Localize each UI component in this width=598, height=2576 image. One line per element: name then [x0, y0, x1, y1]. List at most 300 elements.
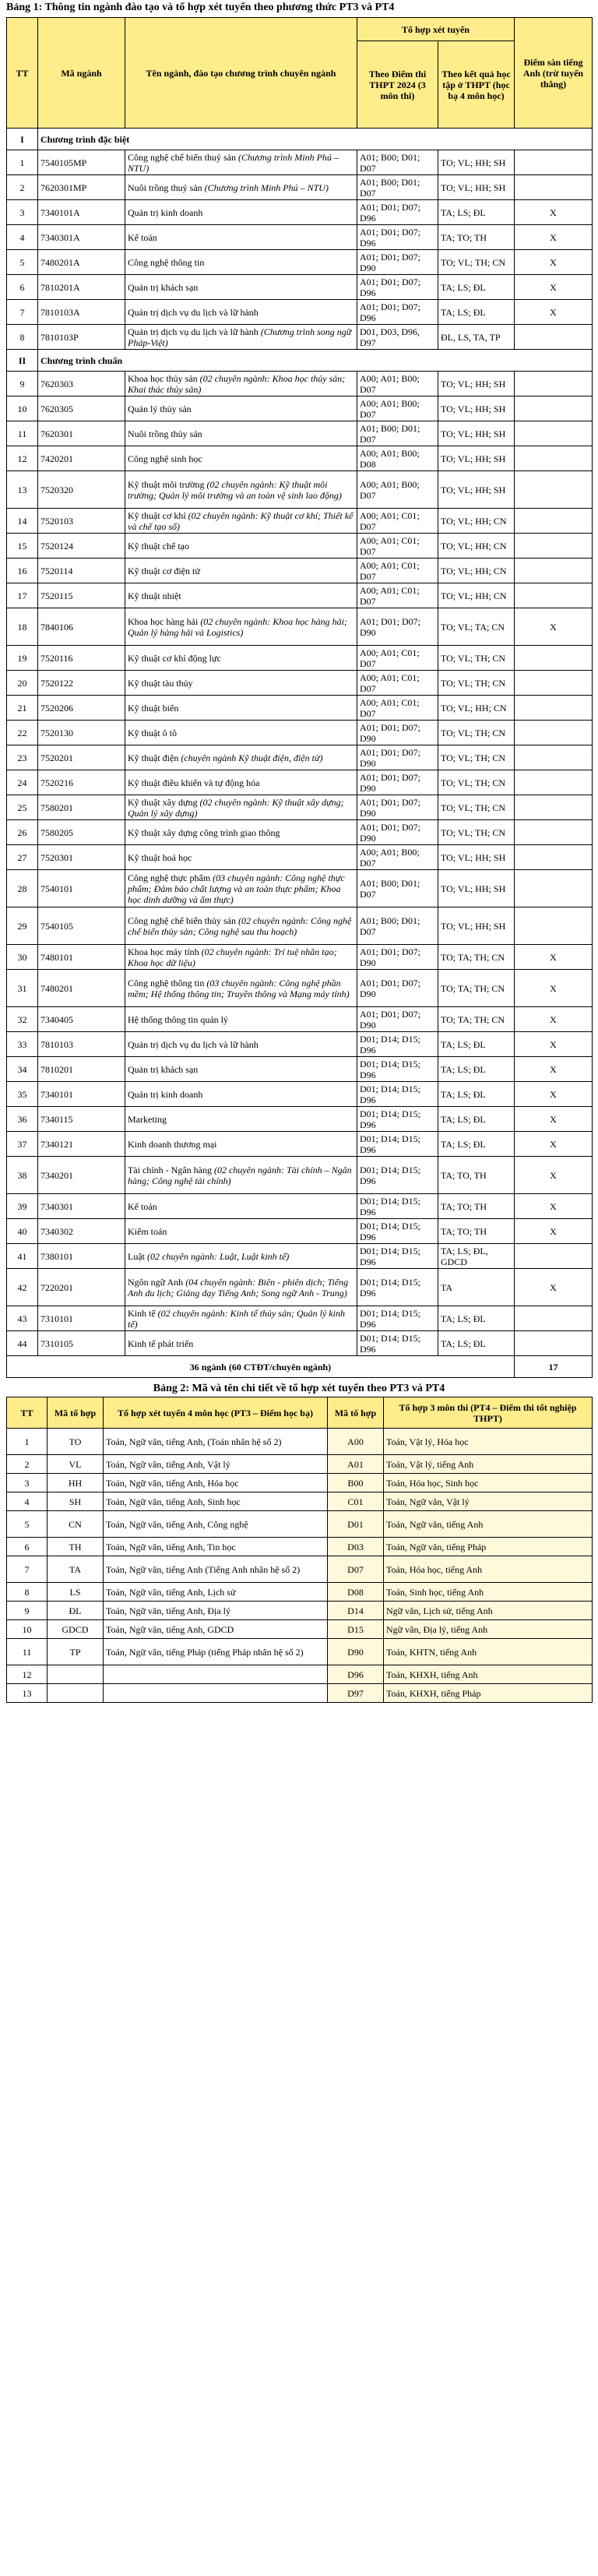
row-pt3: A01; D01; D07; D90 [357, 745, 438, 770]
table-row [7, 583, 593, 608]
row-tt: 41 [7, 1244, 38, 1269]
row-pt3: D01; D14; D15; D96 [357, 1219, 438, 1244]
row-diem-san [515, 770, 593, 795]
row-pt4: TO; VL; HH; SH [438, 421, 515, 446]
row-ten-nganh [125, 300, 357, 325]
row-ma-nganh: 7810201A [38, 275, 125, 300]
row-tt: 8 [7, 325, 38, 350]
table-row [7, 372, 593, 396]
row-ma-to-hop-2: D15 [328, 1620, 384, 1639]
row-ma-to-hop-2: A01 [328, 1455, 384, 1474]
row-pt4: TO; VL; TH; CN [438, 671, 515, 696]
program-note: (02 chuyên ngành: Luật, Luật kinh tế) [147, 1250, 290, 1262]
row-ma-nganh: 7380101 [38, 1244, 125, 1269]
row-tt: 2 [7, 175, 38, 200]
row-pt3: A01; D01; D07; D90 [357, 608, 438, 646]
table-row [7, 1602, 593, 1620]
row-ma-nganh: 7340101 [38, 1082, 125, 1107]
row-ma-to-hop-2: D07 [328, 1556, 384, 1583]
row-pt4: TO; TA; TH; CN [438, 970, 515, 1007]
table-row [7, 1583, 593, 1602]
table1-body [7, 129, 593, 1378]
section-title: Chương trình chuẩn [38, 350, 593, 372]
program-note: (02 chuyên ngành: Kinh tế thủy sản; Quản lý kinh tế) [128, 1307, 345, 1330]
table-row [7, 1620, 593, 1639]
row-ten-nganh [125, 1194, 357, 1219]
row-pt4: TO; VL; HH; SH [438, 396, 515, 421]
program-name: Ngôn ngữ Anh [128, 1276, 184, 1288]
row-pt4: TA; TO, TH [438, 1157, 515, 1194]
table-row [7, 396, 593, 421]
section-title: Chương trình đặc biệt [38, 129, 593, 150]
row-diem-san [515, 671, 593, 696]
row-pt4: TO; VL; TH; CN [438, 745, 515, 770]
row-diem-san [515, 150, 593, 175]
row-ma-nganh: 7340405 [38, 1007, 125, 1032]
row-ma-nganh: 7340115 [38, 1107, 125, 1132]
row-ten-nganh [125, 534, 357, 559]
row-tt: 40 [7, 1219, 38, 1244]
row-ma-nganh: 7540101 [38, 870, 125, 907]
row-pt3-subjects: Toán, Ngữ văn, tiếng Anh, Lịch sử [104, 1583, 328, 1602]
program-name: Kế toán [128, 231, 157, 243]
table-row [7, 696, 593, 721]
row-ten-nganh [125, 559, 357, 583]
table-row [7, 300, 593, 325]
program-note: (Chương trình song ngữ Pháp-Việt) [128, 326, 352, 348]
row-tt: 21 [7, 696, 38, 721]
row-pt4: TO; VL; HH; SH [438, 907, 515, 945]
program-name: Kỹ thuật ô tô [128, 727, 177, 738]
table-row [7, 907, 593, 945]
header-tt: TT [7, 1397, 47, 1429]
table2 [6, 1397, 593, 1703]
table-row [7, 1219, 593, 1244]
table-row [7, 1244, 593, 1269]
row-pt3: A01; B00; D01; D07 [357, 175, 438, 200]
row-pt3-subjects: Toán, Ngữ văn, tiếng Anh, Công nghệ [104, 1511, 328, 1538]
row-ten-nganh [125, 671, 357, 696]
row-diem-san: X [515, 200, 593, 225]
row-pt3: A00; A01; C01; D07 [357, 696, 438, 721]
table1 [6, 17, 593, 1378]
program-note: (02 chuyên ngành: Khoa học hàng hải; Quản lý hàng hải và Logistics) [128, 615, 347, 638]
row-pt4: TA; LS; ĐL [438, 200, 515, 225]
program-name: Kỹ thuật chế tạo [128, 540, 189, 551]
row-diem-san [515, 396, 593, 421]
row-diem-san: X [515, 250, 593, 275]
section-row [7, 129, 593, 150]
row-diem-san [515, 870, 593, 907]
row-pt4: TO; VL; HH; CN [438, 559, 515, 583]
program-name: Công nghệ chế biến thuỷ sản [128, 151, 236, 163]
row-diem-san [515, 745, 593, 770]
row-ten-nganh [125, 907, 357, 945]
program-note: (Chương trình Minh Phú – NTU) [128, 151, 339, 174]
row-tt: 2 [7, 1455, 47, 1474]
program-name: Quản trị dịch vụ du lịch và lữ hành [128, 326, 259, 337]
row-tt: 1 [7, 150, 38, 175]
row-ma-nganh: 7520103 [38, 509, 125, 534]
section-number: II [7, 350, 38, 372]
row-ten-nganh [125, 1057, 357, 1082]
program-name: Kế toán [128, 1200, 157, 1212]
total-row [7, 1356, 593, 1378]
row-pt3: A00; A01; C01; D07 [357, 671, 438, 696]
row-pt4: ĐL, LS, TA, TP [438, 325, 515, 350]
table-row [7, 325, 593, 350]
row-pt4: TO; VL; HH; SH [438, 870, 515, 907]
row-tt: 37 [7, 1132, 38, 1157]
row-tt: 10 [7, 396, 38, 421]
row-pt4: TO; VL; HH; CN [438, 509, 515, 534]
table-row [7, 1556, 593, 1583]
row-pt4: TA; LS; ĐL [438, 1306, 515, 1331]
header-pt3: Tổ hợp xét tuyển 4 môn học (PT3 – Điểm học bạ) [104, 1397, 328, 1429]
row-ten-nganh [125, 1244, 357, 1269]
row-diem-san [515, 1331, 593, 1356]
row-ma-nganh: 7810103 [38, 1032, 125, 1057]
row-ma-nganh: 7340301 [38, 1194, 125, 1219]
table-row [7, 1057, 593, 1082]
row-pt3: A01; D01; D07; D90 [357, 945, 438, 970]
row-tt: 28 [7, 870, 38, 907]
table-row [7, 671, 593, 696]
row-diem-san: X [515, 1057, 593, 1082]
row-tt: 29 [7, 907, 38, 945]
program-name: Kỹ thuật xây dựng công trình giao thông [128, 826, 280, 838]
row-ma-to-hop: LS [47, 1583, 104, 1602]
program-name: Quản trị kinh doanh [128, 206, 203, 218]
program-name: Kỹ thuật cơ điện tử [128, 565, 200, 576]
row-tt: 27 [7, 845, 38, 870]
row-diem-san: X [515, 1269, 593, 1306]
table-row [7, 721, 593, 745]
table-row [7, 945, 593, 970]
program-name: Kinh tế phát triển [128, 1337, 194, 1349]
program-name: Kiểm toán [128, 1225, 167, 1237]
row-diem-san [515, 845, 593, 870]
program-name: Khoa học máy tính [128, 946, 199, 957]
row-tt: 42 [7, 1269, 38, 1306]
row-ten-nganh [125, 446, 357, 471]
row-ma-nganh: 7520115 [38, 583, 125, 608]
row-diem-san [515, 534, 593, 559]
program-name: Công nghệ chế biến thủy sản [128, 914, 236, 926]
table-row [7, 1429, 593, 1455]
row-ten-nganh [125, 696, 357, 721]
row-ma-nganh: 7340121 [38, 1132, 125, 1157]
row-pt4-subjects: Toán, Hóa học, Sinh học [384, 1474, 593, 1492]
program-name: Công nghệ sinh học [128, 453, 202, 464]
row-ma-nganh: 7840106 [38, 608, 125, 646]
row-diem-san [515, 721, 593, 745]
row-diem-san: X [515, 608, 593, 646]
row-ten-nganh [125, 250, 357, 275]
row-pt4: TO; VL; HH; CN [438, 583, 515, 608]
row-tt: 26 [7, 820, 38, 845]
table-row [7, 1194, 593, 1219]
program-name: Kỹ thuật cơ khí động lực [128, 652, 221, 664]
table-row [7, 1511, 593, 1538]
row-pt3: A01; D01; D07; D96 [357, 200, 438, 225]
row-ma-to-hop-2: D01 [328, 1511, 384, 1538]
table-row [7, 1665, 593, 1684]
row-tt: 18 [7, 608, 38, 646]
row-pt4: TO; VL; HH; SH [438, 446, 515, 471]
row-ten-nganh [125, 870, 357, 907]
row-ma-to-hop [47, 1684, 104, 1703]
row-ma-nganh: 7420201 [38, 446, 125, 471]
row-diem-san [515, 446, 593, 471]
row-ten-nganh [125, 820, 357, 845]
row-pt4: TA; LS; ĐL [438, 1082, 515, 1107]
row-ma-to-hop-2: D96 [328, 1665, 384, 1684]
program-note: (02 chuyên ngành: Kỹ thuật môi trường; Quản lý môi trường và an toàn vệ sinh lao động) [128, 478, 342, 501]
row-pt4: TA; LS; ĐL [438, 300, 515, 325]
row-ten-nganh [125, 970, 357, 1007]
table-row [7, 1007, 593, 1032]
row-pt3: D01; D14; D15; D96 [357, 1032, 438, 1057]
row-ma-to-hop: SH [47, 1492, 104, 1511]
table-row [7, 1474, 593, 1492]
row-pt3: A00; A01; C01; D07 [357, 583, 438, 608]
row-ma-nganh: 7480101 [38, 945, 125, 970]
row-pt4: TA; LS; ĐL, GDCD [438, 1244, 515, 1269]
table-row [7, 1492, 593, 1511]
header-tt: TT [7, 18, 38, 129]
table-row [7, 509, 593, 534]
row-pt3: A01; D01; D07; D96 [357, 275, 438, 300]
row-pt4: TO; VL; HH; SH [438, 175, 515, 200]
row-pt3: A01; D01; D07; D90 [357, 820, 438, 845]
row-diem-san [515, 559, 593, 583]
row-ma-nganh: 7520122 [38, 671, 125, 696]
row-tt: 33 [7, 1032, 38, 1057]
row-ten-nganh [125, 1132, 357, 1157]
row-pt3: A01; B00; D01; D07 [357, 421, 438, 446]
row-pt3: D01; D14; D15; D96 [357, 1132, 438, 1157]
row-diem-san [515, 372, 593, 396]
row-pt3: D01; D14; D15; D96 [357, 1306, 438, 1331]
row-ma-nganh: 7810103P [38, 325, 125, 350]
row-ten-nganh [125, 1107, 357, 1132]
row-tt: 39 [7, 1194, 38, 1219]
row-ma-to-hop: ĐL [47, 1602, 104, 1620]
program-name: Kỹ thuật môi trường [128, 478, 205, 490]
table2-body [7, 1429, 593, 1703]
table-row [7, 745, 593, 770]
table2-header-row [7, 1397, 593, 1429]
row-pt4-subjects: Toán, KHTN, tiếng Anh [384, 1639, 593, 1665]
row-ma-nganh: 7520116 [38, 646, 125, 671]
row-ma-nganh: 7520130 [38, 721, 125, 745]
row-pt4: TO; VL; TA; CN [438, 608, 515, 646]
row-diem-san [515, 1244, 593, 1269]
program-name: Quản trị khách sạn [128, 281, 199, 293]
row-ten-nganh [125, 471, 357, 509]
row-tt: 15 [7, 534, 38, 559]
row-diem-san [515, 325, 593, 350]
table-row [7, 1082, 593, 1107]
row-tt: 5 [7, 250, 38, 275]
program-name: Tài chính - Ngân hàng [128, 1164, 212, 1175]
row-ma-to-hop [47, 1665, 104, 1684]
header-ma-to-hop-2: Mã tổ hợp [328, 1397, 384, 1429]
program-name: Kỹ thuật tàu thủy [128, 677, 193, 689]
row-pt3: A01; D01; D07; D96 [357, 225, 438, 250]
row-tt: 14 [7, 509, 38, 534]
row-ma-nganh: 7520301 [38, 845, 125, 870]
row-ma-nganh: 7540105MP [38, 150, 125, 175]
row-ten-nganh [125, 1331, 357, 1356]
program-note: (02 chuyên ngành: Công nghệ chế biến thủy sản; Công nghệ sau thu hoạch) [128, 914, 352, 937]
row-diem-san: X [515, 275, 593, 300]
row-ma-nganh: 7620303 [38, 372, 125, 396]
table-row [7, 534, 593, 559]
row-ma-nganh: 7310105 [38, 1331, 125, 1356]
row-ten-nganh [125, 770, 357, 795]
table1-header-row [7, 18, 593, 41]
row-ma-nganh: 7520201 [38, 745, 125, 770]
row-ten-nganh [125, 945, 357, 970]
row-ma-nganh: 7340101A [38, 200, 125, 225]
row-pt4: TA; TO; TH [438, 225, 515, 250]
program-name: Khoa học hàng hải [128, 615, 199, 627]
row-diem-san: X [515, 1157, 593, 1194]
row-tt: 3 [7, 200, 38, 225]
row-ma-nganh: 7810201 [38, 1057, 125, 1082]
row-pt3: A01; D01; D07; D96 [357, 300, 438, 325]
program-name: Kỹ thuật biển [128, 702, 179, 714]
row-ma-to-hop: TP [47, 1639, 104, 1665]
row-ma-to-hop-2: B00 [328, 1474, 384, 1492]
header-ma-nganh: Mã ngành [38, 18, 125, 129]
row-pt3: A00; A01; B00; D08 [357, 446, 438, 471]
row-ma-nganh: 7520206 [38, 696, 125, 721]
program-name: Quản trị kinh doanh [128, 1088, 203, 1100]
table-row [7, 1684, 593, 1703]
row-pt3: A01; B00; D01; D07 [357, 907, 438, 945]
row-ma-nganh: 7620301MP [38, 175, 125, 200]
program-name: Quản trị dịch vụ du lịch và lữ hành [128, 306, 259, 318]
program-note: (03 chuyên ngành: Công nghệ thực phẩm; Đảm bảo chất lượng và an toàn thực phẩm; Khoa học dinh dưỡng và ẩm thực) [128, 872, 345, 905]
row-diem-san: X [515, 225, 593, 250]
table-row [7, 150, 593, 175]
row-ten-nganh [125, 583, 357, 608]
program-name: Công nghệ thực phẩm [128, 872, 211, 883]
program-name: Khoa học thủy sản [128, 372, 198, 384]
program-name: Nuôi trồng thuỷ sản [128, 181, 202, 193]
row-ten-nganh [125, 372, 357, 396]
row-diem-san: X [515, 945, 593, 970]
row-diem-san [515, 795, 593, 820]
row-tt: 44 [7, 1331, 38, 1356]
program-name: Luật [128, 1250, 145, 1262]
table-row [7, 250, 593, 275]
table-row [7, 608, 593, 646]
row-ma-nganh: 7340301A [38, 225, 125, 250]
table-row [7, 1331, 593, 1356]
row-pt4-subjects: Ngữ văn, Lịch sử, tiếng Anh [384, 1602, 593, 1620]
row-ma-nganh: 7580205 [38, 820, 125, 845]
row-pt3: A01; D01; D07; D90 [357, 1007, 438, 1032]
row-ma-nganh: 7340302 [38, 1219, 125, 1244]
row-pt4: TA [438, 1269, 515, 1306]
row-pt3-subjects: Toán, Ngữ văn, tiếng Anh, Địa lý [104, 1602, 328, 1620]
program-name: Kỹ thuật điện [128, 752, 179, 763]
row-pt3-subjects: Toán, Ngữ văn, tiếng Anh, (Toán nhân hệ số 2) [104, 1429, 328, 1455]
row-pt4: TA; LS; ĐL [438, 1331, 515, 1356]
header-ten-nganh: Tên ngành, đào tạo chương trình chuyên ngành [125, 18, 357, 129]
row-pt3: A00; A01; B00; D07 [357, 372, 438, 396]
row-tt: 36 [7, 1107, 38, 1132]
row-tt: 1 [7, 1429, 47, 1455]
row-tt: 30 [7, 945, 38, 970]
program-name: Công nghệ thông tin [128, 977, 205, 988]
row-ten-nganh [125, 608, 357, 646]
row-tt: 11 [7, 421, 38, 446]
row-pt4: TO; VL; HH; CN [438, 696, 515, 721]
row-pt4: TA; LS; ĐL [438, 1057, 515, 1082]
table-row [7, 1157, 593, 1194]
row-pt4-subjects: Toán, KHXH, tiếng Anh [384, 1665, 593, 1684]
row-pt3: A01; D01; D07; D90 [357, 770, 438, 795]
row-tt: 9 [7, 372, 38, 396]
row-ten-nganh [125, 1082, 357, 1107]
row-pt3: A00; A01; B00; D07 [357, 471, 438, 509]
row-pt3-subjects: Toán, Ngữ văn, tiếng Anh, Vật lý [104, 1455, 328, 1474]
program-name: Kỹ thuật cơ khí [128, 509, 186, 521]
row-tt: 4 [7, 225, 38, 250]
row-pt3: A00; A01; C01; D07 [357, 646, 438, 671]
row-pt3: A01; D01; D07; D90 [357, 970, 438, 1007]
header-theo-hoc-ba: Theo kết quả học tập ở THPT (học bạ 4 môn học) [438, 41, 515, 129]
program-note: (02 chuyên ngành: Kỹ thuật xây dựng; Quản lý xây dựng) [128, 796, 344, 819]
row-ma-to-hop: VL [47, 1455, 104, 1474]
table-row [7, 1132, 593, 1157]
row-pt3-subjects: Toán, Ngữ văn, tiếng Pháp (tiếng Pháp nhân hệ số 2) [104, 1639, 328, 1665]
row-tt: 16 [7, 559, 38, 583]
table-row [7, 1306, 593, 1331]
row-ma-to-hop: HH [47, 1474, 104, 1492]
row-pt4: TO; TA; TH; CN [438, 945, 515, 970]
row-ten-nganh [125, 421, 357, 446]
row-pt4: TO; TA; TH; CN [438, 1007, 515, 1032]
table-row [7, 421, 593, 446]
row-ten-nganh [125, 845, 357, 870]
row-pt3: D01; D14; D15; D96 [357, 1157, 438, 1194]
row-ten-nganh [125, 1157, 357, 1194]
table-row [7, 1269, 593, 1306]
row-pt4-subjects: Toán, Ngữ văn, tiếng Pháp [384, 1538, 593, 1556]
row-pt3: D01; D14; D15; D96 [357, 1269, 438, 1306]
table-row [7, 275, 593, 300]
row-ma-nganh: 7520216 [38, 770, 125, 795]
row-ten-nganh [125, 150, 357, 175]
row-ma-to-hop-2: D97 [328, 1684, 384, 1703]
row-pt3: A01; B00; D01; D07 [357, 150, 438, 175]
row-pt4: TO; VL; TH; CN [438, 820, 515, 845]
row-pt4: TO; VL; HH; SH [438, 471, 515, 509]
row-tt: 7 [7, 1556, 47, 1583]
row-diem-san [515, 175, 593, 200]
total-count: 17 [515, 1356, 593, 1378]
program-name: Kỹ thuật nhiệt [128, 590, 181, 601]
row-pt3-subjects: Toán, Ngữ văn, tiếng Anh (Tiếng Anh nhân hệ số 2) [104, 1556, 328, 1583]
row-pt4-subjects: Toán, Vật lý, tiếng Anh [384, 1455, 593, 1474]
row-pt3: A00; A01; C01; D07 [357, 559, 438, 583]
